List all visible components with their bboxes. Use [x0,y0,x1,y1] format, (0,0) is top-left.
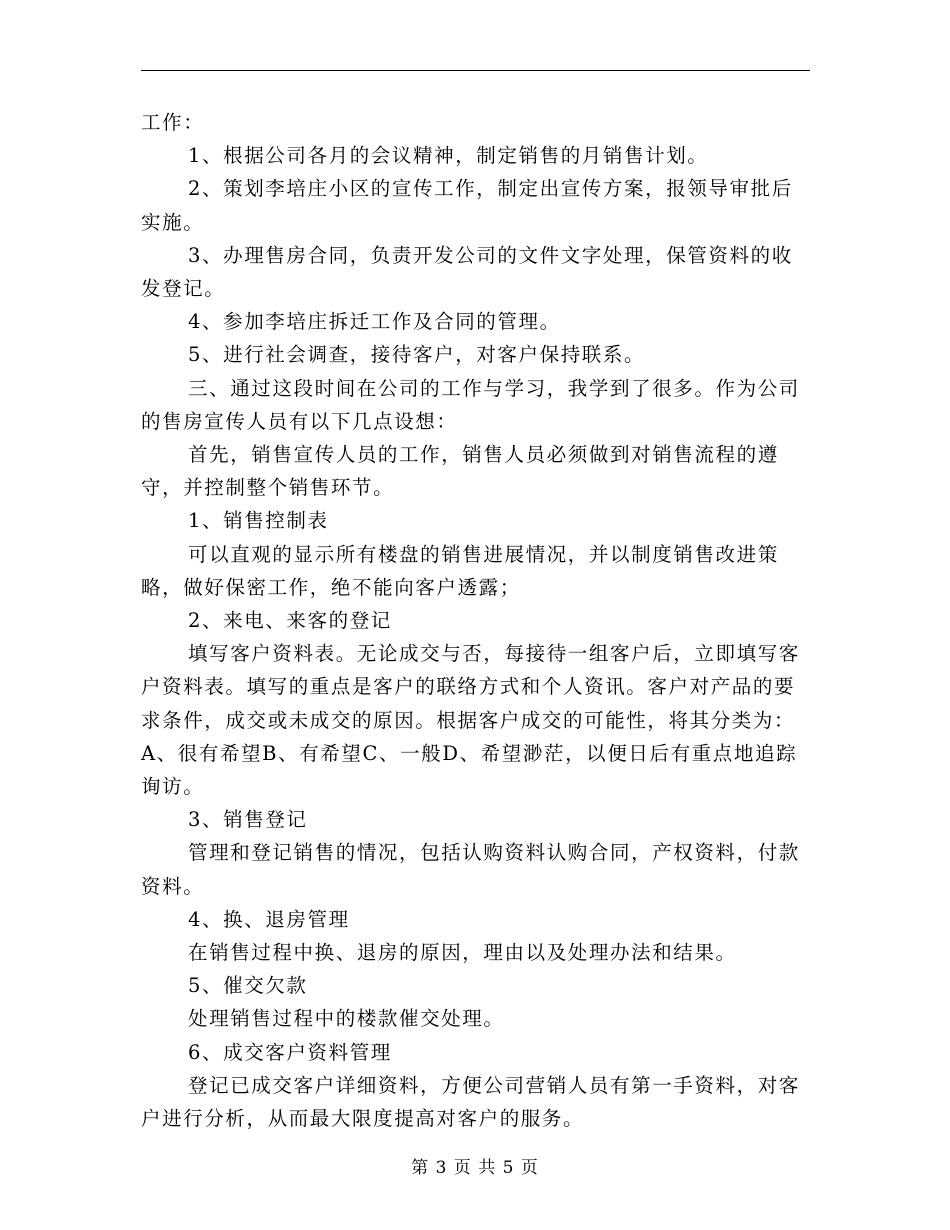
paragraph: 管理和登记销售的情况，包括认购资料认购合同，产权资料，付款资料。 [141,841,800,898]
document-body [141,106,810,1135]
paragraph: 可以直观的显示所有楼盘的销售进展情况，并以制度销售改进策略，做好保密工作，绝不能向客户透露； [141,542,779,599]
paragraph: 5、进行社会调查，接待客户，对客户保持联系。 [188,343,646,367]
paragraph: 首先，销售宣传人员的工作，销售人员必须做到对销售流程的遵守，并控制整个销售环节。 [141,443,779,500]
section-heading: 2、来电、来客的登记 [188,609,392,633]
paragraph: 4、参加李培庄拆迁工作及合同的管理。 [188,310,561,334]
section-heading: 1、销售控制表 [188,509,329,533]
paragraph: 在销售过程中换、退房的原因，理由以及处理办法和结果。 [188,941,737,965]
paragraph: 工作： [141,111,205,134]
section-heading: 4、换、退房管理 [188,907,350,931]
section-heading: 5、催交欠款 [188,974,308,998]
paragraph: 2、策划李培庄小区的宣传工作，制定出宣传方案，报领导审批后实施。 [141,177,793,234]
paragraph: 处理销售过程中的楼款催交处理。 [188,1007,505,1031]
paragraph: 3、办理售房合同，负责开发公司的文件文字处理，保管资料的收发登记。 [141,243,793,301]
section-heading: 3、销售登记 [188,808,308,832]
header-rule [141,70,810,71]
paragraph: 填写客户资料表。无论成交与否，每接待一组客户后，立即填写客户资料表。填写的重点是客户的联络方式和个人资讯。客户对产品的要求条件，成交或未成交的原因。根据客户成交的可能性，将其分类为：A、很有希望B、有希望C、一般D、希望渺茫，以便日后有重点地追踪询访。 [141,642,800,799]
paragraph: 登记已成交客户详细资料，方便公司营销人员有第一手资料，对客户进行分析，从而最大限度提高对客户的服务。 [141,1073,800,1131]
paragraph: 三、通过这段时间在公司的工作与学习，我学到了很多。作为公司的售房宣传人员有以下几点设想： [141,376,800,433]
paragraph: 1、根据公司各月的会议精神，制定销售的月销售计划。 [188,144,709,168]
page-number-footer: 第 3 页 共 5 页 [411,1158,539,1178]
section-heading: 6、成交客户资料管理 [188,1040,392,1064]
